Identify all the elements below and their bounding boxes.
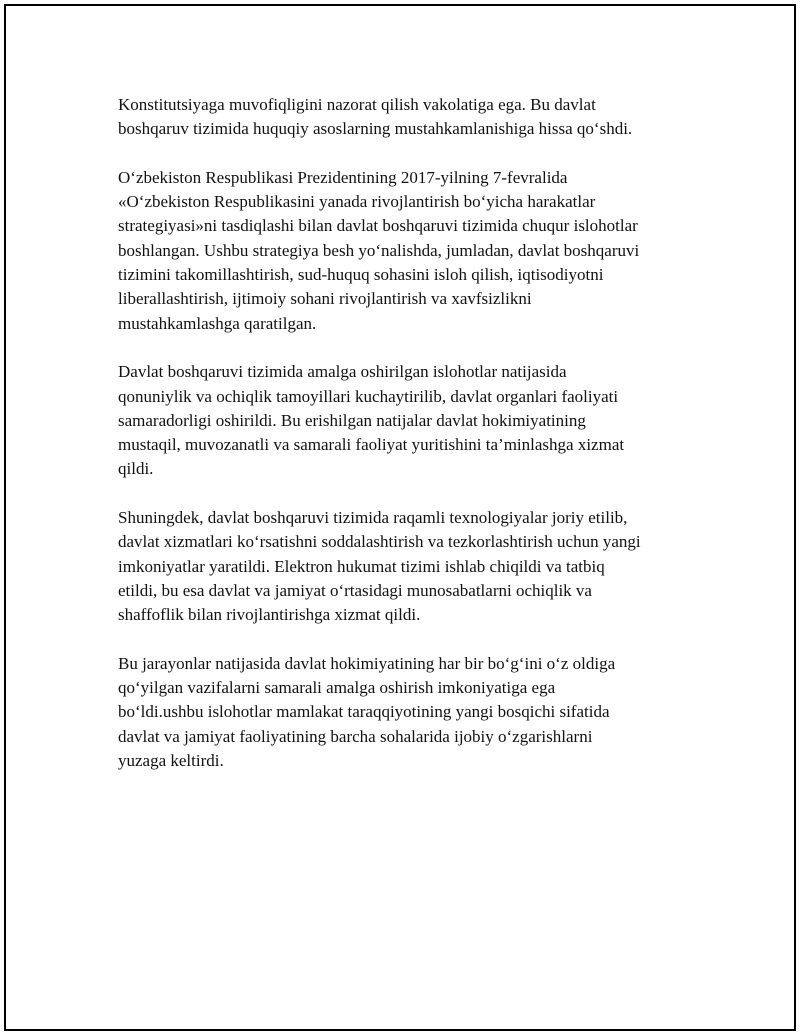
paragraph-3: Davlat boshqaruvi tizimida amalga oshirilgan islohotlar natijasida qonuniylik va ochiqlik tamoyillari kuchaytirilib, davlat organlari faoliyati samaradorligi oshirildi. Bu erishilgan natijalar davlat hokimiyatining mustaqil, muvozanatli va samarali faoliyat yuritishini ta’minlashga xizmat qildi.: [118, 362, 625, 479]
document-body: [118, 93, 698, 798]
paragraph-5: Bu jarayonlar natijasida davlat hokimiyatining har bir bo‘g‘ini o‘z oldiga qo‘yilgan vazifalarni samarali amalga oshirish imkoniyatiga ega bo‘ldi.ushbu islohotlar mamlakat taraqqiyotining yangi bosqichi sifatida davlat va jamiyat faoliyatining barcha sohalarida ijobiy o‘zgarishlarni yuzaga keltirdi.: [118, 653, 616, 771]
paragraph-4: Shuningdek, davlat boshqaruvi tizimida raqamli texnologiyalar joriy etilib, davlat xizmatlari ko‘rsatishni soddalashtirish va tezkorlashtirish uchun yangi imkoniyatlar yaratildi. Elektron hukumat tizimi ishlab chiqildi va tatbiq etildi, bu esa davlat va jamiyat o‘rtasidagi munosabatlarni ochiqlik va shaffoflik bilan rivojlantirishga xizmat qildi.: [118, 508, 641, 625]
paragraph-2: O‘zbekiston Respublikasi Prezidentining 2017-yilning 7-fevralida «O‘zbekiston Respublikasini yanada rivojlantirish bo‘yicha harakatlar strategiyasi»ni tasdiqlashi bilan davlat boshqaruvi tizimida chuqur islohotlar boshlangan. Ushbu strategiya besh yo‘nalishda, jumladan, davlat boshqaruvi tizimini takomillashtirish, sud-huquq sohasini isloh qilish, iqtisodiyotni liberallashtirish, ijtimoiy sohani rivojlantirish va xavfsizlikni mustahkamlashga qaratilgan.: [118, 167, 640, 333]
paragraph-1: Konstitutsiyaga muvofiqligini nazorat qilish vakolatiga ega. Bu davlat boshqaruv tizimida huquqiy asoslarning mustahkamlanishiga hissa qo‘shdi.: [118, 95, 633, 139]
